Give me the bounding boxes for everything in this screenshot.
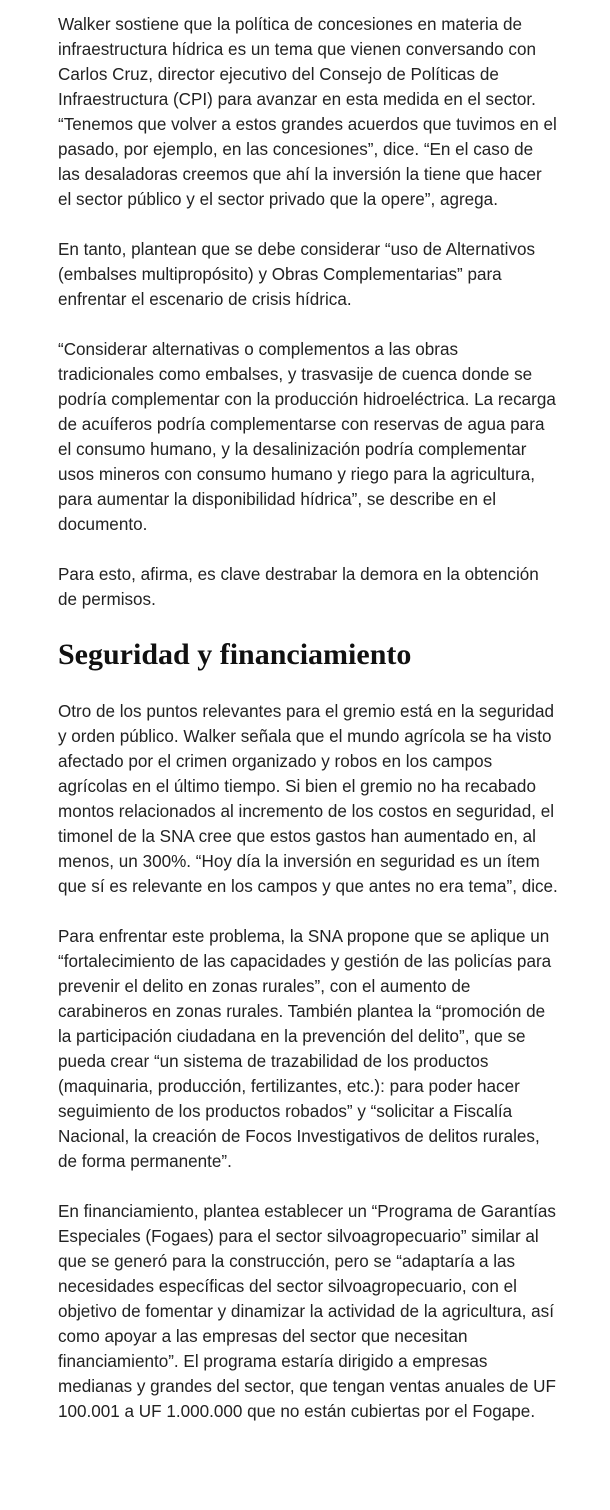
article-paragraph: “Considerar alternativas o complementos a las obras tradicionales como embalses, y trasvasije de cuenca donde se podría complementar con la producción hidroeléctrica. La recarga de acuíferos podría complementarse con reservas de agua para el consumo humano, y la desalinización podría complementar usos mineros con consumo humano y riego para la agricultura, para aumentar la disponibilidad hídrica”, se describe en el documento. (58, 340, 556, 534)
article-body (58, 12, 558, 1449)
article-paragraph: Para enfrentar este problema, la SNA propone que se aplique un “fortalecimiento de las capacidades y gestión de las policías para prevenir el delito en zonas rurales”, con el aumento de carabineros en zonas rurales. También plantea la “promoción de la participación ciudadana en la prevención del delito”, que se pueda crear “un sistema de trazabilidad de los productos (maquinaria, producción, fertilizantes, etc.): para poder hacer seguimiento de los productos robados” y “solicitar a Fiscalía Nacional, la creación de Focos Investigativos de delitos rurales, de forma permanente”. (58, 927, 552, 1171)
article-paragraph: Walker sostiene que la política de concesiones en materia de infraestructura hídrica es un tema que vienen conversando con Carlos Cruz, director ejecutivo del Consejo de Políticas de Infraestructura (CPI) para avanzar en esta medida en el sector. “Tenemos que volver a estos grandes acuerdos que tuvimos en el pasado, por ejemplo, en las concesiones”, dice. “En el caso de las desaladoras creemos que ahí la inversión la tiene que hacer el sector público y el sector privado que la opere”, agrega. (58, 15, 557, 209)
article-paragraph: En financiamiento, plantea establecer un “Programa de Garantías Especiales (Fogaes) para el sector silvoagropecuario” similar al que se generó para la construcción, pero se “adaptaría a las necesidades específicas del sector silvoagropecuario, con el objetivo de fomentar y dinamizar la actividad de la agricultura, así como apoyar a las empresas del sector que necesitan financiamiento”. El programa estaría dirigido a empresas medianas y grandes del sector, que tengan ventas anuales de UF 100.001 a UF 1.000.000 que no están cubiertas por el Fogape. (58, 1202, 556, 1421)
section-heading: Seguridad y financiamiento (58, 638, 412, 671)
article-paragraph: En tanto, plantean que se debe considerar “uso de Alternativos (embalses multipropósito) y Obras Complementarias” para enfrentar el escenario de crisis hídrica. (58, 240, 536, 309)
article-paragraph: Para esto, afirma, es clave destrabar la demora en la obtención de permisos. (58, 565, 539, 609)
article-paragraph: Otro de los puntos relevantes para el gremio está en la seguridad y orden público. Walker señala que el mundo agrícola se ha visto afectado por el crimen organizado y robos en los campos agrícolas en el último tiempo. Si bien el gremio no ha recabado montos relacionados al incremento de los costos en seguridad, el timonel de la SNA cree que estos gastos han aumentado en, al menos, un 300%. “Hoy día la inversión en seguridad es un ítem que sí es relevante en los campos y que antes no era tema”, dice. (58, 702, 558, 896)
